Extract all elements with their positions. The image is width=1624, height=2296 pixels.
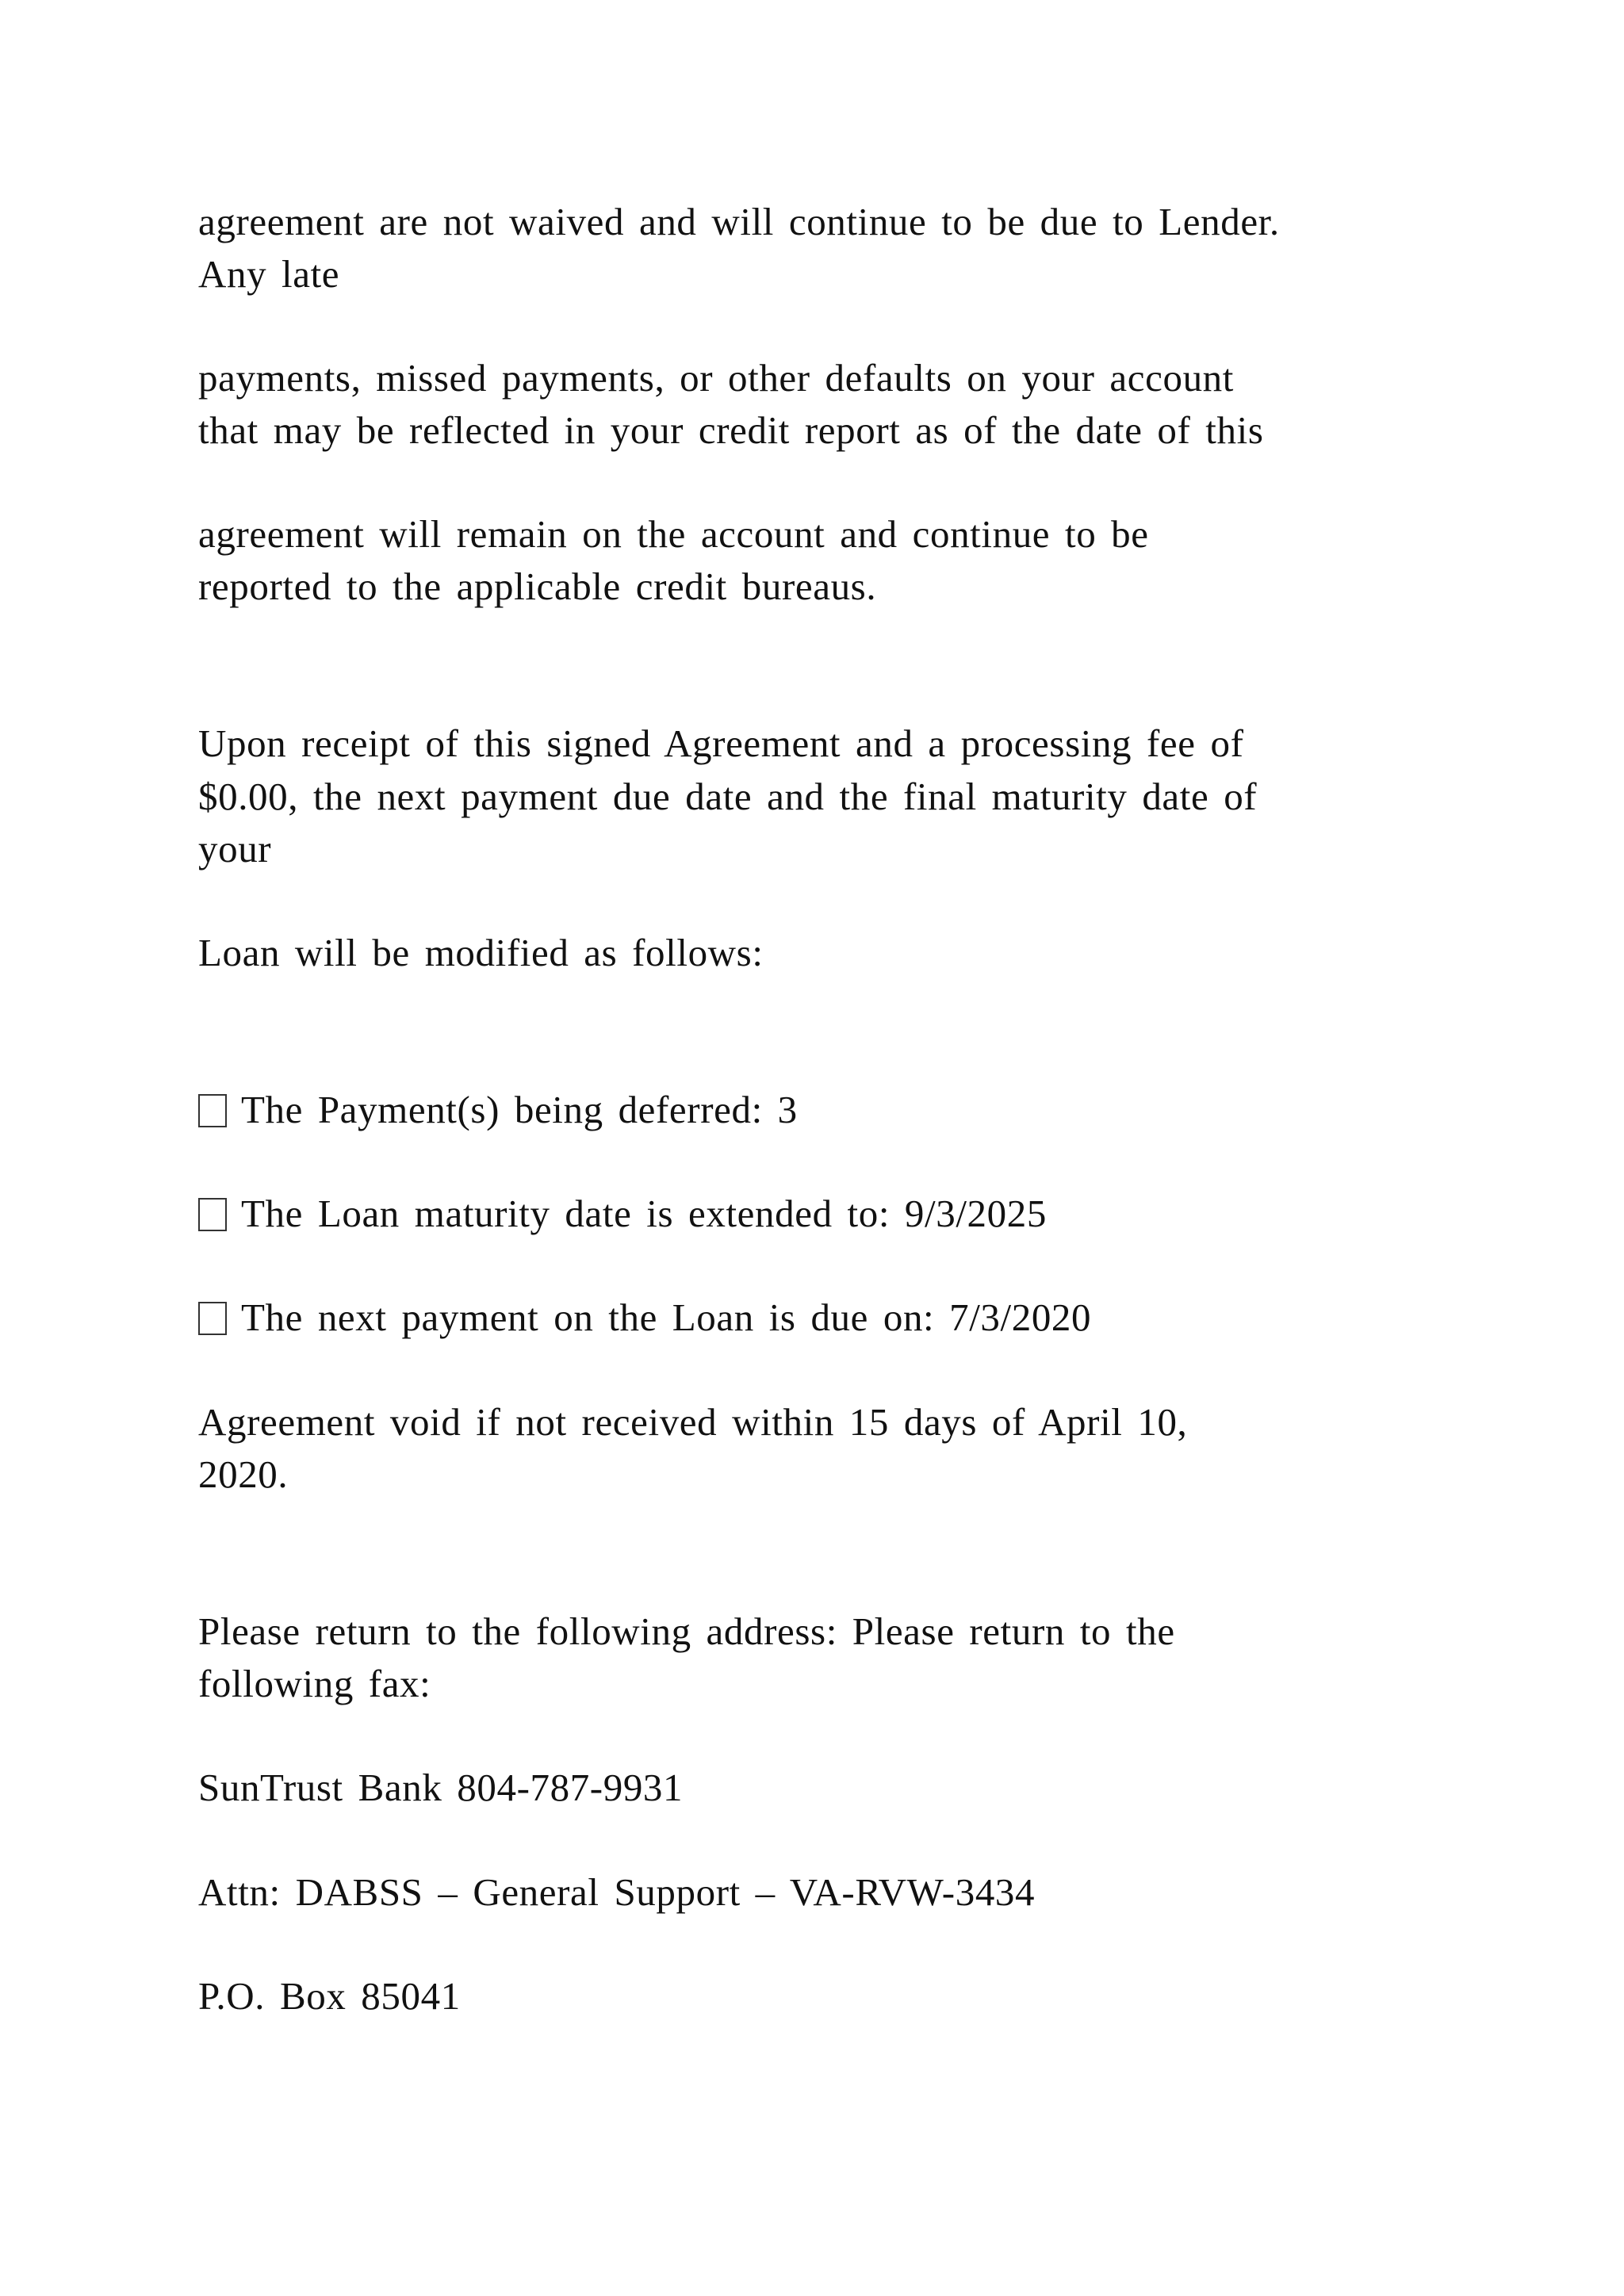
bullet-box-icon xyxy=(198,1198,227,1231)
paragraph-2-line-2: that may be reflected in your credit report as of the date of this xyxy=(198,408,1264,452)
bullet-box-icon xyxy=(198,1094,227,1127)
bank-fax-number: SunTrust Bank 804-787-9931 xyxy=(198,1766,684,1809)
paragraph-1-line-1: agreement are not waived and will continue to be due to Lender. xyxy=(198,200,1280,243)
return-instructions-line-2: following fax: xyxy=(198,1662,431,1705)
void-notice-line-2: 2020. xyxy=(198,1452,289,1496)
paragraph-3-line-1: agreement will remain on the account and continue to be xyxy=(198,512,1149,556)
paragraph-5-line-1: Loan will be modified as follows: xyxy=(198,931,764,974)
return-instructions-line-1: Please return to the following address: Please return to the xyxy=(198,1609,1175,1653)
bullet-item-maturity-date xyxy=(198,1188,1047,1240)
paragraph-1-line-2: Any late xyxy=(198,252,340,296)
bullet-item-text: The Loan maturity date is extended to: 9/3/2025 xyxy=(241,1192,1047,1235)
paragraph-3-line-2: reported to the applicable credit bureaus. xyxy=(198,564,877,608)
void-notice-line-1: Agreement void if not received within 15 days of April 10, xyxy=(198,1400,1188,1444)
paragraph-4-line-1: Upon receipt of this signed Agreement and a processing fee of xyxy=(198,721,1244,765)
bullet-item-next-payment xyxy=(198,1292,1091,1344)
bullet-item-payments-deferred xyxy=(198,1084,798,1136)
paragraph-4-line-3: your xyxy=(198,827,272,871)
paragraph-4-line-2: $0.00, the next payment due date and the final maturity date of xyxy=(198,775,1258,818)
paragraph-2-line-1: payments, missed payments, or other defaults on your account xyxy=(198,356,1234,400)
attention-line: Attn: DABSS – General Support – VA-RVW-3434 xyxy=(198,1870,1036,1914)
bullet-item-text: The Payment(s) being deferred: 3 xyxy=(241,1088,798,1131)
bullet-item-text: The next payment on the Loan is due on: 7/3/2020 xyxy=(241,1295,1092,1339)
bullet-box-icon xyxy=(198,1302,227,1335)
po-box-address: P.O. Box 85041 xyxy=(198,1974,461,2018)
